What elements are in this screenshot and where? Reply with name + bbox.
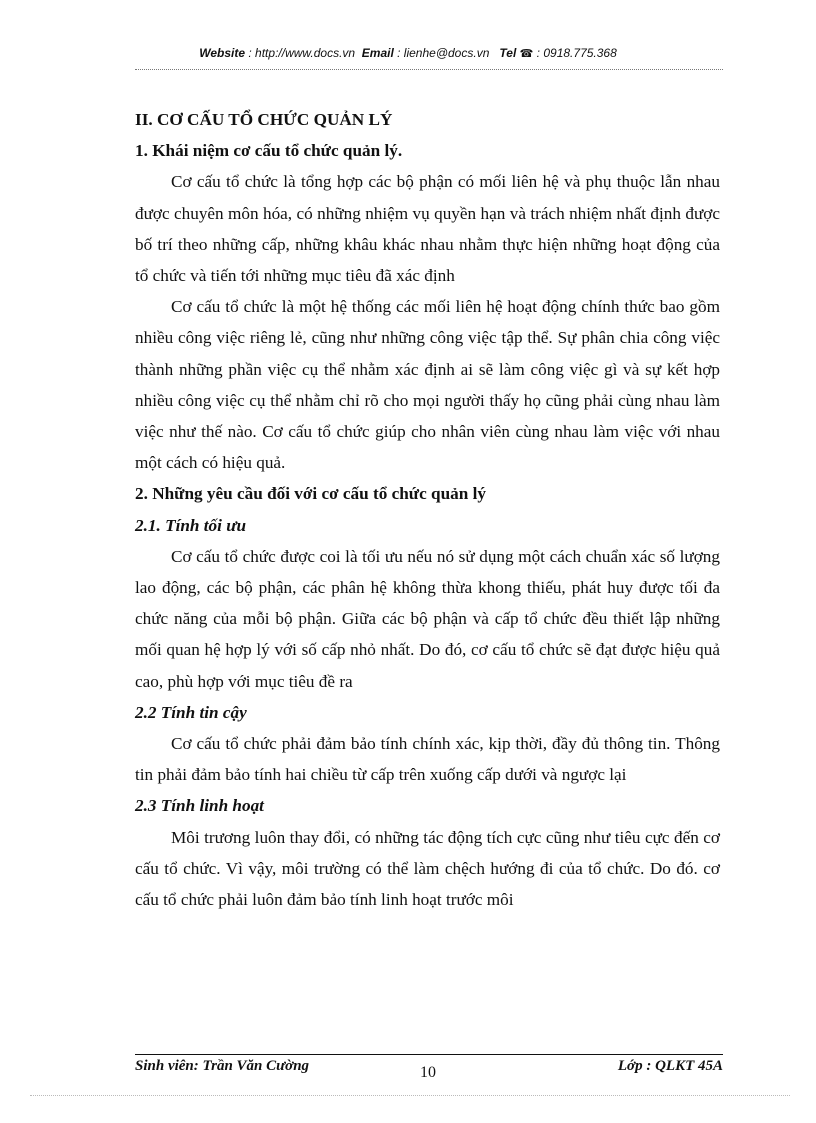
paragraph-4: Cơ cấu tổ chức phải đảm bảo tính chính xác, kịp thời, đầy đủ thông tin. Thông tin phải đảm bảo tính hai chiều từ cấp trên xuống cấp dưới và ngược lại <box>135 734 720 785</box>
footer-divider <box>135 1054 723 1055</box>
bottom-divider <box>30 1095 790 1096</box>
heading-2-1: 2.1. Tính tối ưu <box>135 515 247 535</box>
email-separator: : <box>393 46 404 60</box>
tel-value: 0918.775.368 <box>543 46 617 60</box>
heading-2-2: 2.2 Tính tin cậy <box>135 702 247 722</box>
tel-label: Tel <box>499 46 517 60</box>
header-divider <box>135 69 723 70</box>
website-url[interactable]: http://www.docs.vn <box>255 46 356 60</box>
paragraph-5: Môi trương luôn thay đổi, có những tác động tích cực cũng như tiêu cực đến cơ cấu tổ chức. Vì vậy, môi trường có thể làm chệch hướng đi của tổ chức. Do đó. cơ cấu tổ chức phải luôn đảm bảo tính linh hoạt trước môi <box>135 827 720 910</box>
document-body <box>135 104 720 915</box>
section-title: II. CƠ CẤU TỔ CHỨC QUẢN LÝ <box>135 110 393 129</box>
email-label: Email <box>361 46 394 60</box>
page-footer <box>135 1058 723 1082</box>
heading-2-3: 2.3 Tính linh hoạt <box>135 796 264 816</box>
paragraph-3: Cơ cấu tổ chức được coi là tối ưu nếu nó sử dụng một cách chuẩn xác số lượng lao động, các bộ phận, các phân hệ không thừa khong thiếu, phát huy được tối đa chức năng của mỗi bộ phận. Giữa các bộ phận và cấp tổ chức đều thiết lập những mối quan hệ hợp lý với số cấp nhỏ nhất. Do đó, cơ cấu tổ chức sẽ đạt được hiệu quả cao, phù hợp với mục tiêu đề ra <box>135 546 720 691</box>
website-label: Website <box>199 46 246 60</box>
page-header <box>0 46 816 60</box>
page-number: 10 <box>420 1064 436 1081</box>
website-separator: : <box>245 46 256 60</box>
email-value[interactable]: lienhe@docs.vn <box>403 46 490 60</box>
student-name: Sinh viên: Trần Văn Cường <box>135 1058 310 1074</box>
class-label: Lớp : QLKT 45A <box>617 1058 723 1074</box>
paragraph-1: Cơ cấu tổ chức là tổng hợp các bộ phận có mối liên hệ và phụ thuộc lẫn nhau được chuyên môn hóa, có những nhiệm vụ quyền hạn và trách nhiệm nhất định được bố trí theo những cấp, những khâu khác nhau nhằm thực hiện những hoạt động của tổ chức và tiến tới những mục tiêu đã xác định <box>135 172 720 286</box>
heading-2: 2. Những yêu cầu đối với cơ cấu tổ chức quản lý <box>135 484 486 504</box>
paragraph-2: Cơ cấu tổ chức là một hệ thống các mối liên hệ hoạt động chính thức bao gồm nhiều công việc riêng lẻ, cũng như những công việc tập thể. Sự phân chia công việc thành những phần việc cụ thể nhằm xác định ai sẽ làm công việc gì và sự kết hợp nhiều công việc cụ thể nhằm chỉ rõ cho mọi người thấy họ cũng phải cùng nhau làm việc như thế nào. Cơ cấu tổ chức giúp cho nhân viên cùng nhau làm việc với nhau một cách có hiệu quả. <box>135 297 720 473</box>
phone-icon: ☎ <box>519 48 534 60</box>
tel-separator: : <box>533 46 544 60</box>
heading-1: 1. Khái niệm cơ cấu tổ chức quản lý. <box>135 141 403 161</box>
